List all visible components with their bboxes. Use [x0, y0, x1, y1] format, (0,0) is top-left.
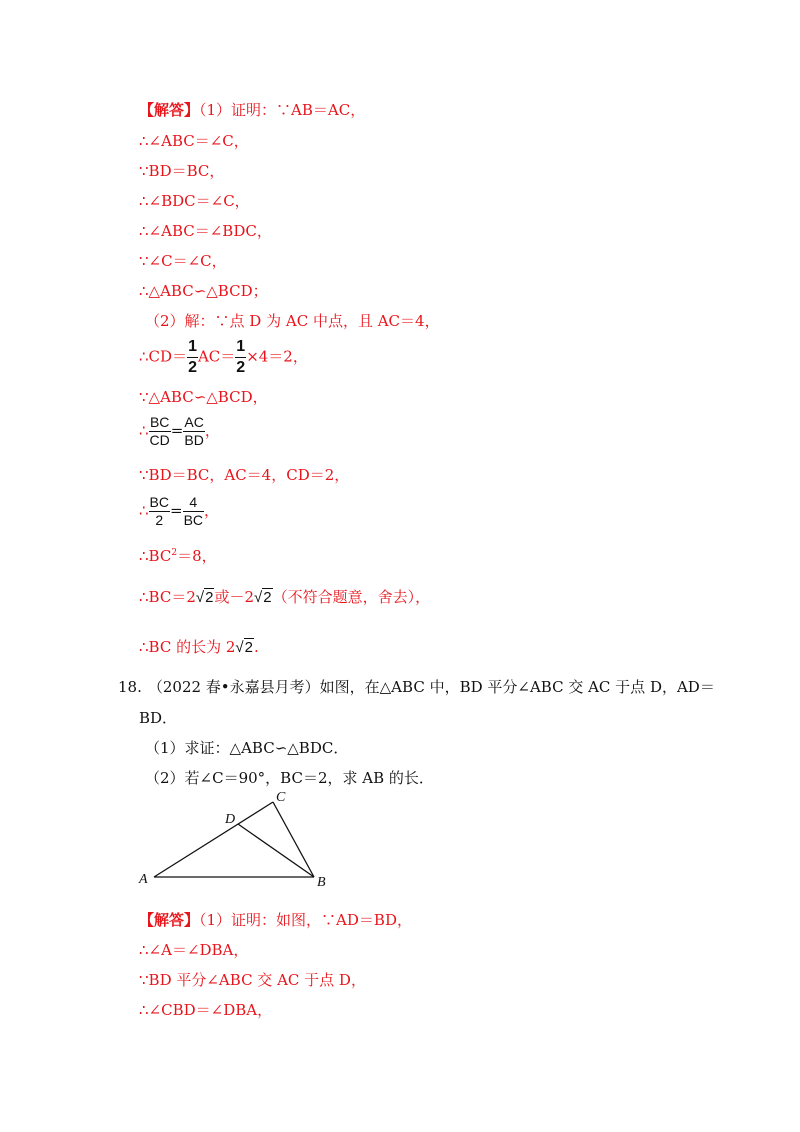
- comma: ，: [204, 501, 220, 520]
- therefore-symbol: ∴: [139, 501, 149, 520]
- times-four: ×4＝2，: [246, 347, 308, 366]
- answer-line-15: [139, 587, 430, 608]
- fraction-half-2: [235, 337, 246, 378]
- answer-line-8: （2）解：∵点 D 为 AC 中点，且 AC＝4，: [145, 312, 440, 330]
- rejected-note: （不符合题意，舍去），: [272, 588, 431, 606]
- label-a: A: [139, 872, 148, 887]
- answer-line-12: ∵BD＝BC，AC＝4，CD＝2，: [139, 466, 350, 484]
- answer2-line-2: ∴∠A＝∠DBA，: [139, 941, 249, 959]
- therefore-symbol: ∴: [139, 421, 149, 440]
- answer-line-10: ∵△ABC∽△BCD，: [139, 388, 268, 406]
- fraction-denominator: BC: [183, 512, 204, 528]
- problem-18-line-1: [118, 677, 715, 697]
- bc-equals: ∴BC＝2: [139, 588, 196, 606]
- answer2-line-3: ∵BD 平分∠ABC 交 AC 于点 D，: [139, 971, 366, 989]
- equals-sign: =: [170, 501, 183, 520]
- answer-line-4: ∴∠BDC＝∠C，: [139, 192, 250, 210]
- problem-18-question-1: （1）求证：△ABC∽△BDC．: [145, 739, 349, 757]
- fraction-numerator: BC: [149, 414, 170, 430]
- answer-line-7: ∴△ABC∽△BCD；: [139, 282, 268, 300]
- bc-length-label: ∴BC 的长为 2: [139, 638, 236, 656]
- fraction-numerator: 4: [183, 494, 204, 512]
- answer2-line-4: ∴∠CBD＝∠DBA，: [139, 1001, 273, 1019]
- answer-line-11: [139, 414, 220, 449]
- answer-tag: 【解答】: [139, 911, 200, 929]
- fraction-denominator: CD: [149, 432, 170, 448]
- sqrt-symbol: √2: [195, 589, 214, 606]
- superscript-two: 2: [171, 548, 178, 558]
- answer-line-14: [139, 543, 217, 566]
- bc-label: ∴BC: [139, 547, 172, 565]
- answer-tag: 【解答】: [139, 101, 200, 119]
- segment-ac: [154, 802, 273, 877]
- problem-number: 18.: [118, 678, 142, 696]
- radicand: 2: [244, 639, 253, 656]
- answer-line-13: [139, 494, 219, 529]
- fraction-bc-2: [149, 494, 170, 529]
- problem-18-question-2: （2）若∠C＝90°，BC＝2，求 AB 的长．: [145, 769, 434, 787]
- label-d: D: [225, 812, 236, 827]
- radicand: 2: [205, 589, 214, 606]
- equals-sign: =: [170, 421, 184, 440]
- answer-line-1-text: （1）证明：∵AB＝AC，: [199, 101, 366, 119]
- ac-label: AC＝: [197, 347, 236, 366]
- fraction-bc-cd: [149, 414, 171, 449]
- fraction-denominator: 2: [155, 512, 164, 528]
- answer-line-1: [139, 100, 365, 120]
- period: .: [253, 638, 259, 656]
- segment-bd: [238, 824, 314, 877]
- fraction-half-1: [187, 337, 198, 378]
- answer-line-2: ∴∠ABC＝∠C，: [139, 132, 249, 150]
- or-negative: 或－2: [214, 588, 254, 606]
- fraction-denominator: 2: [236, 359, 246, 376]
- answer2-line-1-text: （1）证明：如图，∵AD＝BD，: [199, 911, 412, 929]
- fraction-denominator: 2: [188, 359, 197, 376]
- fraction-ac-bd: [183, 414, 204, 449]
- label-c: C: [276, 790, 286, 805]
- label-b: B: [317, 875, 326, 890]
- fraction-denominator: BD: [184, 432, 204, 448]
- segment-cb: [273, 802, 314, 877]
- equals-eight: ＝8，: [177, 547, 217, 565]
- answer-line-9: [139, 337, 308, 378]
- fraction-numerator: 1: [235, 337, 246, 358]
- triangle-figure: [130, 790, 350, 900]
- answer-line-16: [139, 637, 259, 658]
- fraction-numerator: 1: [187, 337, 198, 358]
- sqrt-symbol: √2: [235, 639, 253, 656]
- fraction-numerator: BC: [149, 494, 169, 510]
- problem-18-line-2: BD．: [139, 709, 178, 727]
- sqrt-symbol: √2: [254, 589, 272, 606]
- fraction-numerator: AC: [184, 414, 204, 430]
- cd-label: ∴CD＝: [139, 347, 188, 366]
- answer-line-6: ∵∠C＝∠C，: [139, 252, 227, 270]
- answer-line-3: ∵BD＝BC，: [139, 162, 225, 180]
- answer2-line-1: [139, 910, 412, 930]
- problem-statement: （2022 春•永嘉县月考）如图，在△ABC 中，BD 平分∠ABC 交 AC 于点 D，AD＝: [147, 678, 715, 696]
- comma: ，: [204, 421, 220, 440]
- radicand: 2: [263, 589, 272, 606]
- fraction-4-bc: [183, 494, 204, 529]
- answer-line-5: ∴∠ABC＝∠BDC，: [139, 222, 272, 240]
